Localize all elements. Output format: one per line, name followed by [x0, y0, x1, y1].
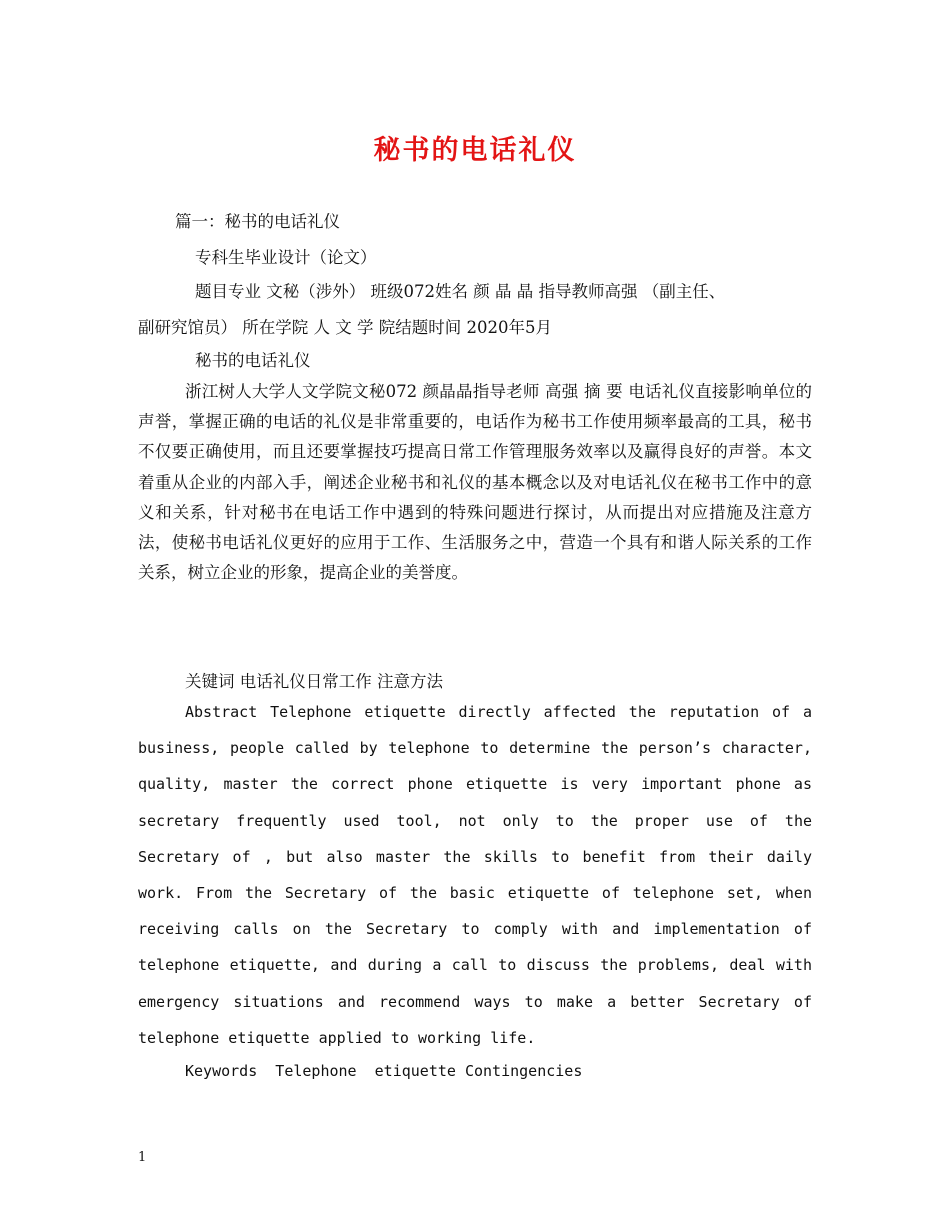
english-abstract: Abstract Telephone etiquette directly affected the reputation of a business, people called by telephone to determine the person’s character, quality, master the correct phone etiquette is very important phone as secretary frequently used tool, not only to the proper use of the Secretary of , but also master the skills to benefit from their daily work. From the Secretary of the basic etiquette of telephone set, when receiving calls on the Secretary to comply with and implementation of telephone etiquette, and during a call to discuss the problems, deal with emergency situations and recommend ways to make a better Secretary of telephone etiquette applied to working life. — [138, 703, 812, 1047]
thesis-subtitle: 秘书的电话礼仪 — [195, 351, 311, 370]
page-number: 1 — [138, 1150, 147, 1165]
thesis-type-line: 专科生毕业设计（论文） — [195, 248, 377, 267]
document-title: 秘书的电话礼仪 — [373, 135, 577, 166]
thesis-info-line: 题目专业 文秘（涉外） 班级072姓名 颜 晶 晶 指导教师高强 （副主任、 — [195, 282, 726, 301]
english-keywords: Keywords Telephone etiquette Contingencies — [185, 1062, 583, 1080]
article-heading: 篇一：秘书的电话礼仪 — [175, 212, 340, 231]
chinese-abstract: 浙江树人大学人文学院文秘072 颜晶晶指导老师 高强 摘 要 电话礼仪直接影响单位的声誉，掌握正确的电话的礼仪是非常重要的，电话作为秘书工作使用频率最高的工具，秘书不仅要正确使用，而且还要掌握技巧提高日常工作管理服务效率以及赢得良好的声誉。本文着重从企业的内部入手，阐述企业秘书和礼仪的基本概念以及对电话礼仪在秘书工作中的意义和关系，针对秘书在电话工作中遇到的特殊问题进行探讨，从而提出对应措施及注意方法，使秘书电话礼仪更好的应用于工作、生活服务之中，营造一个具有和谐人际关系的工作关系，树立企业的形象，提高企业的美誉度。 — [138, 382, 812, 583]
thesis-info-line-cont: 副研究馆员） 所在学院 人 文 学 院结题时间 2020年5月 — [138, 318, 552, 337]
chinese-keywords: 关键词 电话礼仪日常工作 注意方法 — [185, 672, 443, 691]
